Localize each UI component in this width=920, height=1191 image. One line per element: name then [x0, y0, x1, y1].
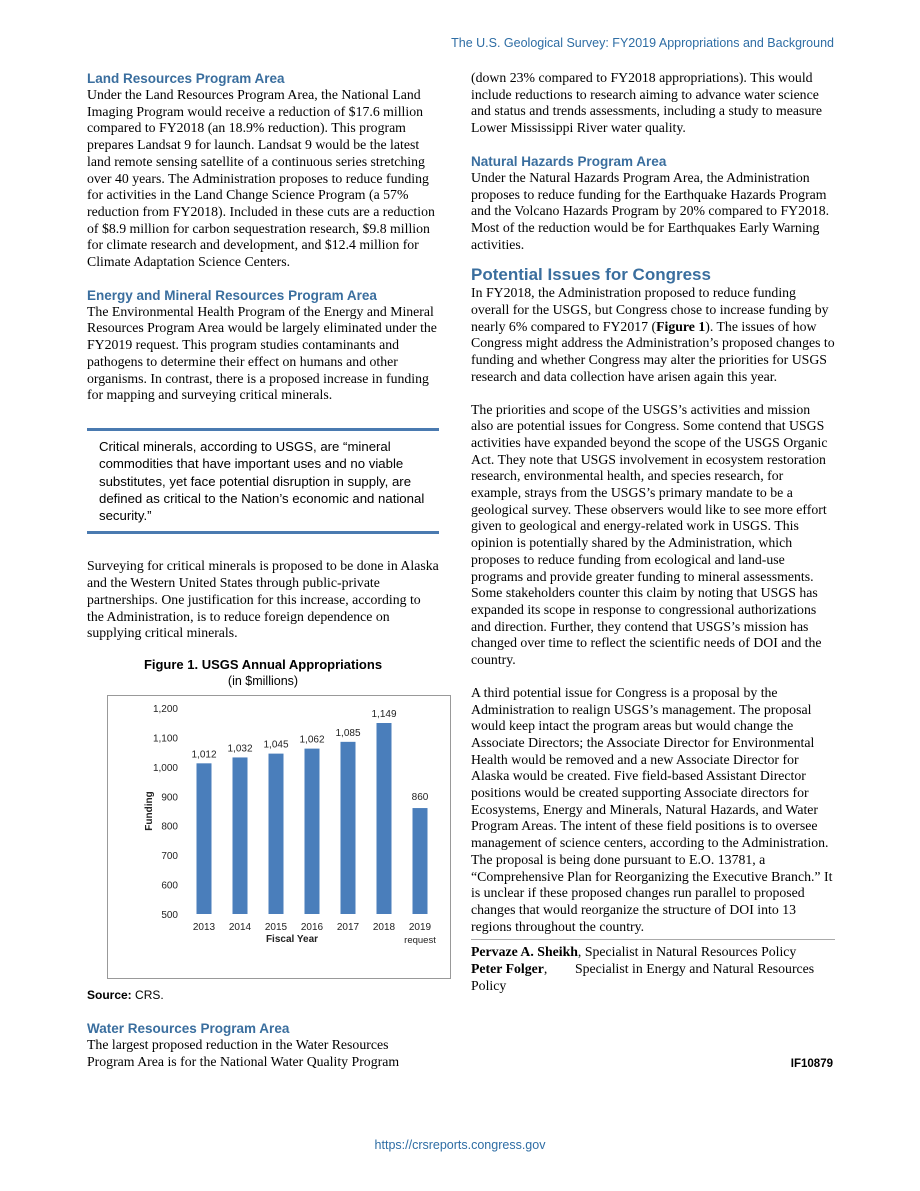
issues-p1-start: In FY2018, the Administration proposed to reduce funding overall for the USGS, but Congress chose to increase funding by nearly 6% compared to FY2017 (	[471, 285, 829, 334]
bar-2013	[197, 763, 212, 914]
issues-paragraph-3: A third potential issue for Congress is a proposal by the Administration to realign USGS’s management. The proposal would keep intact the program areas but would change the Associate Directors; the Associate Director for Environmental Health would be removed and a new Associate Director for Alaska would be created. Five field-based Assistant Director positions would be created supporting Associate directors for Ecosystems, Energy and Minerals, Natural Hazards, and Water Program Areas. The intent of these field positions is to oversee management of science centers, according to the Administration. The proposal is being done pursuant to E.O. 13781, a “Comprehensive Plan for Reorganizing the Executive Branch.” It is unclear if these proposed changes run parallel to proposed changes that would reorganize the structure of DOI into 13 regions throughout the country.	[471, 684, 833, 934]
natural-hazards-text: Under the Natural Hazards Program Area, the Administration proposes to reduce funding for the Earthquake Hazards Program and the Volcano Hazards Program by 20% compared to FY2018. Most of the reduction would be for Earthquakes Early Warning activities.	[471, 169, 830, 252]
footer-url[interactable]: https://crsreports.congress.gov	[374, 1138, 546, 1152]
issues-paragraph-2: The priorities and scope of the USGS’s activities and mission also are potential issues for Congress. Some contend that USGS activities have expanded beyond the scope of the USGS Organic Act. They note that USGS involvement in ecosystem restoration research, environmental health, and species research, for example, strays from the USGS’s primary mandate to be a geological survey. These observers would like to see more effort given to geological and energy-related work in USGS. This opinion is potentially shared by the Administration, which proposes to reduce funding from ecological and land-use programs and provide greater funding to mineral assessments. Some stakeholders counter this claim by noting that USGS has expanded its scope in response to congressional authorizations and direction. Further, they contend that USGS’s mission has changed over time to reflect the scientific needs of DOI and the country.	[471, 401, 828, 668]
source-value: CRS.	[135, 987, 164, 1002]
y-tick-label: 1,200	[152, 703, 178, 715]
water-resources-text: The largest proposed reduction in the Water Resources Program Area is for the National Water Quality Program	[87, 1036, 400, 1069]
critical-minerals-callout: Critical minerals, according to USGS, are “mineral commodities that have important uses and no viable substitutes, yet face potential disruption in supply, are defined as critical to the Nation’s economic and national security.”	[87, 428, 439, 534]
left-column	[87, 70, 439, 1070]
issues-p1-end: ). The issues of how Congress might address the Administration’s proposed changes to funding and whether Congress may alter the priorities for USGS research and data collection have arisen again this year.	[471, 318, 835, 384]
natural-hazards-heading: Natural Hazards Program Area	[471, 153, 667, 169]
bar-value-label: 1,032	[227, 743, 253, 755]
x-tick-label: 2016	[300, 921, 324, 933]
y-tick-label: 1,100	[152, 733, 178, 745]
water-resources-heading: Water Resources Program Area	[87, 1020, 290, 1036]
bar-value-label: 1,045	[263, 739, 289, 751]
x-tick-label: 2014	[228, 921, 252, 933]
bar-value-label: 1,149	[371, 708, 397, 720]
y-tick-label: 600	[161, 880, 178, 892]
bar-2018	[377, 723, 392, 914]
issues-heading: Potential Issues for Congress	[471, 265, 711, 285]
figure-source	[87, 988, 439, 1002]
x-tick-label: 2015	[264, 921, 288, 933]
source-label: Source:	[87, 987, 132, 1002]
energy-minerals-heading: Energy and Mineral Resources Program Area	[87, 287, 377, 303]
y-tick-label: 900	[161, 792, 178, 804]
x-tick-label: 2019	[408, 921, 432, 933]
surveying-text: Surveying for critical minerals is proposed to be done in Alaska and the Western United States through public-private partnerships. One justification for this increase, according to the Administration, is to reduce foreign dependence on supplying critical minerals.	[87, 558, 439, 641]
land-resources-text: Under the Land Resources Program Area, the National Land Imaging Program would receive a reduction of $17.6 million compared to FY2018 (an 18.9% reduction). This program prepares Landsat 9 for launch. Landsat 9 would be the latest land remote sensing satellite of a continuous series stretching over 40 years. The Administration proposes to reduce funding for activities in the Land Change Science Program (a 57% reduction from FY2018). Included in these cuts are a reduction of $8.9 million for carbon sequestration research, $9.8 million for climate research and development, and $12.4 million for Climate Adaptation Science Centers.	[87, 87, 435, 270]
author-block	[471, 939, 835, 994]
bar-2014	[233, 757, 248, 914]
x-tick-label: 2013	[192, 921, 216, 933]
x-tick-label: 2017	[336, 921, 360, 933]
y-tick-label: 700	[161, 851, 178, 863]
bar-2015	[269, 754, 284, 914]
y-tick-label: 500	[161, 909, 178, 921]
bar-2019	[413, 808, 428, 914]
figure-1-reference: Figure 1	[656, 318, 706, 334]
x-axis-title: Fiscal Year	[265, 933, 319, 945]
issues-paragraph-1	[471, 285, 835, 385]
x-tick-note: request	[404, 934, 436, 946]
right-column	[471, 70, 835, 994]
bar-value-label: 1,062	[299, 734, 325, 746]
author-2	[471, 961, 835, 994]
x-tick-label: 2018	[372, 921, 396, 933]
bar-value-label: 860	[411, 792, 429, 804]
author-2-role: , Specialist in Energy and Natural Resources Policy	[471, 961, 815, 993]
author-2-name: Peter Folger	[471, 961, 544, 977]
y-tick-label: 800	[161, 821, 178, 833]
appropriations-chart	[107, 695, 451, 979]
figure-subtitle: (in $millions)	[227, 673, 299, 688]
bar-2017	[341, 742, 356, 914]
bar-2016	[305, 749, 320, 914]
figure-title: Figure 1. USGS Annual Appropriations	[143, 656, 383, 672]
bar-value-label: 1,085	[335, 727, 361, 739]
running-header: The U.S. Geological Survey: FY2019 Appropriations and Background	[451, 36, 834, 50]
energy-minerals-text: The Environmental Health Program of the Energy and Mineral Resources Program Area would be largely eliminated under the FY2019 request. This program studies contaminants and pathogens to determine their effect on humans and other organisms. In contrast, there is a proposed increase in funding for mapping and surveying critical minerals.	[87, 303, 437, 403]
water-resources-continued: (down 23% compared to FY2018 appropriations). This would include reductions to research aiming to advance water science and status and trends assessments, including a study to measure Lower Mississippi River water quality.	[471, 70, 822, 136]
report-number: IF10879	[790, 1058, 833, 1070]
chart-svg	[108, 696, 450, 978]
y-tick-label: 1,000	[152, 762, 178, 774]
land-resources-heading: Land Resources Program Area	[87, 71, 285, 86]
author-1	[471, 944, 835, 961]
author-1-role: , Specialist in Natural Resources Policy	[577, 944, 797, 960]
y-axis-title: Funding	[144, 791, 155, 831]
author-1-name: Pervaze A. Sheikh	[471, 944, 578, 960]
bar-value-label: 1,012	[191, 749, 217, 761]
